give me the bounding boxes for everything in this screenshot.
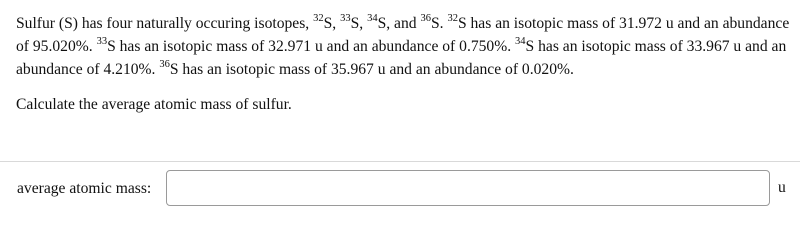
average-atomic-mass-input[interactable] (166, 170, 770, 206)
question-prompt: Calculate the average atomic mass of sulfur. (16, 96, 292, 113)
divider (0, 161, 800, 162)
isotope-mass-number: 36 (159, 58, 170, 70)
isotope-mass-number: 32 (313, 12, 324, 24)
answer-unit: u (778, 179, 786, 196)
question-text-segment: S has an isotopic mass of 35.967 u and an abundance of 0.020%. (169, 61, 574, 78)
isotope-mass-number: 34 (367, 12, 378, 24)
question-text-segment: S has an isotopic mass of 32.971 u and an abundance of 0.750%. (107, 38, 516, 55)
question-text-segment: S has an isotopic mass of 31.972 u and an abundance of 95.020%. (16, 15, 790, 55)
question-text (16, 12, 790, 81)
question-text-segment: S. (430, 15, 448, 32)
question-text-segment: Sulfur (S) has four naturally occuring isotopes, (16, 15, 314, 32)
isotope-mass-number: 32 (447, 12, 458, 24)
isotope-mass-number: 36 (420, 12, 431, 24)
isotope-mass-number: 33 (96, 35, 108, 47)
answer-label: average atomic mass: (17, 180, 152, 197)
question-text-segment: S, and (377, 15, 421, 32)
question-text-segment: S, (323, 15, 341, 32)
question-text-segment: S, (350, 15, 368, 32)
isotope-mass-number: 34 (515, 35, 526, 47)
question-text-segment: S has an isotopic mass of 33.967 u and an abundance of 4.210%. (16, 38, 787, 78)
answer-row (0, 168, 800, 208)
isotope-mass-number: 33 (340, 12, 351, 24)
